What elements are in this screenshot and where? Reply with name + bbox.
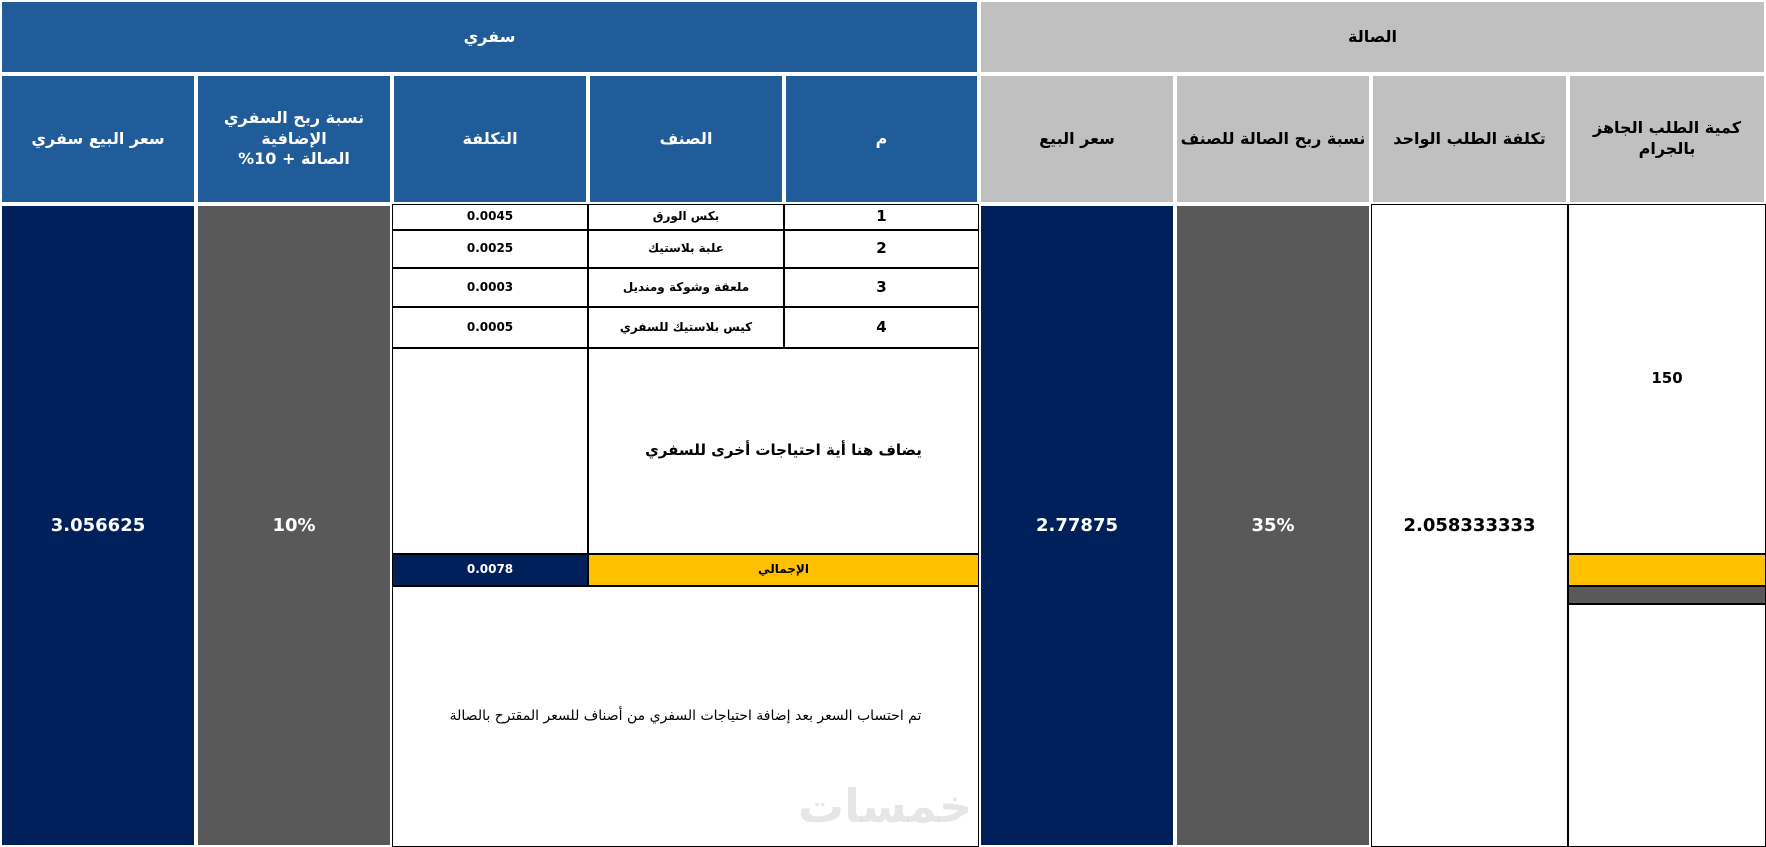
hall-sale-price-value[interactable]: 2.77875 bbox=[979, 204, 1175, 847]
hall-quantity-value[interactable]: 150 bbox=[1568, 204, 1766, 554]
hall-quantity-empty-cell[interactable] bbox=[1568, 604, 1766, 847]
safari-sale-price-value[interactable]: 3.056625 bbox=[0, 204, 196, 847]
total-cost-value: 0.0078 bbox=[392, 554, 588, 586]
add-more-note[interactable]: يضاف هنا أية احتياجات أخرى للسفري bbox=[588, 348, 979, 554]
hall-quantity-grey-bar bbox=[1568, 586, 1766, 604]
item-index-1: 1 bbox=[784, 204, 979, 230]
item-name-4[interactable]: كيس بلاستيك للسفري bbox=[588, 307, 784, 348]
header-hall-quantity: كمية الطلب الجاهز بالجرام bbox=[1568, 74, 1766, 204]
extra-cost-empty-cell[interactable] bbox=[392, 348, 588, 554]
hall-title: الصالة bbox=[979, 0, 1766, 74]
item-cost-1[interactable]: 0.0045 bbox=[392, 204, 588, 230]
total-label: الإجمالي bbox=[588, 554, 979, 586]
safari-extra-profit-value[interactable]: 10% bbox=[196, 204, 392, 847]
item-name-1[interactable]: بكس الورق bbox=[588, 204, 784, 230]
item-index-4: 4 bbox=[784, 307, 979, 348]
header-safari-sale-price: سعر البيع سفري bbox=[0, 74, 196, 204]
item-name-2[interactable]: علبة بلاستيك bbox=[588, 230, 784, 268]
item-cost-2[interactable]: 0.0025 bbox=[392, 230, 588, 268]
hall-unit-cost-value[interactable]: 2.058333333 bbox=[1371, 204, 1568, 847]
header-hall-profit-ratio: نسبة ربح الصالة للصنف bbox=[1175, 74, 1371, 204]
watermark-logo: خمسات bbox=[797, 779, 973, 833]
header-item: الصنف bbox=[588, 74, 784, 204]
item-cost-3[interactable]: 0.0003 bbox=[392, 268, 588, 307]
header-cost: التكلفة bbox=[392, 74, 588, 204]
hall-profit-ratio-value[interactable]: 35% bbox=[1175, 204, 1371, 847]
safari-title: سفري bbox=[0, 0, 979, 74]
footnote: تم احتساب السعر بعد إضافة احتياجات السفري من أصناف للسعر المقترح بالصالة bbox=[392, 586, 979, 847]
header-safari-extra-profit: نسبة ربح السفري الإضافية الصالة + 10% bbox=[196, 74, 392, 204]
header-hall-sale-price: سعر البيع bbox=[979, 74, 1175, 204]
item-index-3: 3 bbox=[784, 268, 979, 307]
item-name-3[interactable]: ملعقة وشوكة ومنديل bbox=[588, 268, 784, 307]
hall-quantity-total-bar bbox=[1568, 554, 1766, 586]
header-index: م bbox=[784, 74, 979, 204]
item-cost-4[interactable]: 0.0005 bbox=[392, 307, 588, 348]
header-hall-unit-cost: تكلفة الطلب الواحد bbox=[1371, 74, 1568, 204]
item-index-2: 2 bbox=[784, 230, 979, 268]
